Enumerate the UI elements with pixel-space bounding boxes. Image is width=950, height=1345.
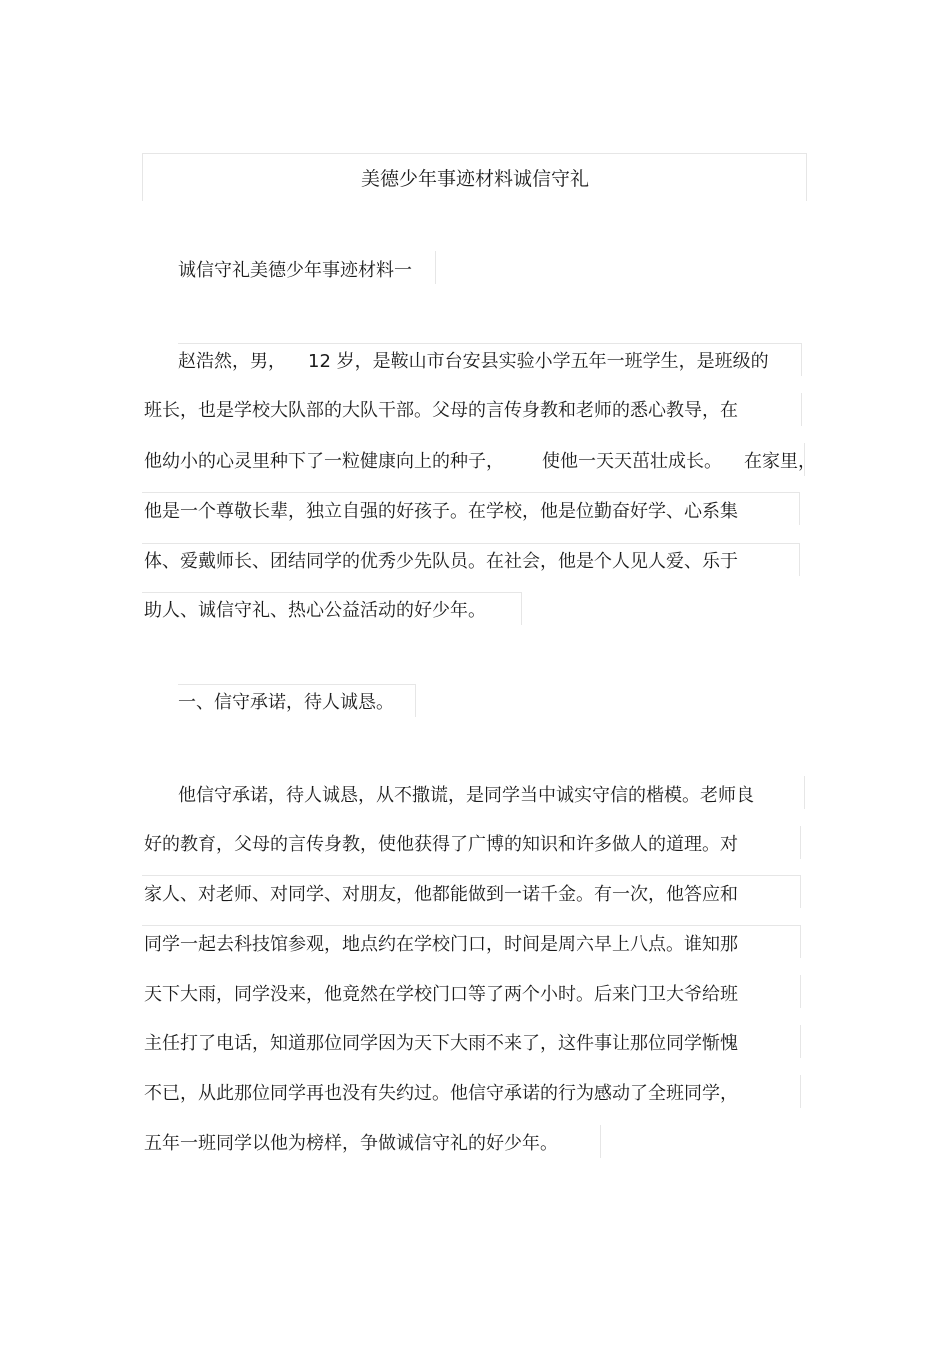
section1-frame-r6: [800, 1025, 801, 1058]
intro-frame-r1: [801, 343, 802, 376]
intro-frame-top-5: [142, 543, 800, 544]
section1-frame-top-3: [142, 875, 800, 876]
subtitle: 诚信守礼美德少年事迹材料一: [178, 260, 412, 281]
intro-frame-r5: [799, 543, 800, 576]
intro-line-1: [178, 350, 769, 374]
section1-frame-r1: [804, 776, 805, 809]
intro-line-1a: 赵浩然，男，: [178, 351, 286, 372]
section1-line-2: 好的教育，父母的言传身教，使他获得了广博的知识和许多做人的道理。对: [144, 834, 738, 855]
section1-frame-r7: [800, 1075, 801, 1108]
section1-line-4: 同学一起去科技馆参观，地点约在学校门口，时间是周六早上八点。谁知那: [144, 934, 738, 955]
intro-line-3b: 使他一天天茁壮成长。: [542, 451, 722, 472]
section1-line-8: 五年一班同学以他为榜样，争做诚信守礼的好少年。: [144, 1133, 558, 1154]
section1-frame-r4: [800, 925, 801, 958]
document-title: 美德少年事迹材料诚信守礼: [360, 168, 589, 190]
section1-heading-frame-right: [415, 684, 416, 717]
section1-line-7: 不已，从此那位同学再也没有失约过。他信守承诺的行为感动了全班同学，: [144, 1083, 738, 1104]
intro-line-3: [144, 450, 816, 474]
intro-line-1b: 12 岁，是鞍山市台安县实验小学五年一班学生，是班级的: [308, 351, 769, 372]
section1-frame-r5: [800, 975, 801, 1008]
intro-line-6: 助人、诚信守礼、热心公益活动的好少年。: [144, 600, 486, 621]
section1-frame-r3: [800, 875, 801, 908]
intro-frame-top-6: [142, 592, 521, 593]
intro-frame-r4: [799, 492, 800, 525]
section1-frame-r2: [800, 826, 801, 859]
intro-frame-top-4: [142, 492, 800, 493]
section1-heading: 一、信守承诺，待人诚恳。: [178, 692, 394, 713]
subtitle-frame-right: [435, 251, 436, 284]
intro-line-3a: 他幼小的心灵里种下了一粒健康向上的种子，: [144, 451, 504, 472]
intro-line-5: 体、爱戴师长、团结同学的优秀少先队员。在社会，他是个人见人爱、乐于: [144, 551, 738, 572]
title-frame-top: [142, 153, 807, 154]
section1-line-1: 他信守承诺，待人诚恳，从不撒谎，是同学当中诚实守信的楷模。老师良: [178, 785, 754, 806]
intro-frame-r2: [801, 393, 802, 426]
section1-line-5: 天下大雨，同学没来，他竟然在学校门口等了两个小时。后来门卫大爷给班: [144, 984, 738, 1005]
intro-line-3c: 在家里，: [744, 451, 816, 472]
intro-line-2: 班长，也是学校大队部的大队干部。父母的言传身教和老师的悉心教导，在: [144, 400, 738, 421]
section1-frame-r8: [600, 1125, 601, 1158]
section1-heading-frame-top: [178, 684, 415, 685]
section1-line-3: 家人、对老师、对同学、对朋友，他都能做到一诺千金。有一次，他答应和: [144, 884, 738, 905]
section1-frame-top-4: [142, 925, 800, 926]
intro-line-4: 他是一个尊敬长辈，独立自强的好孩子。在学校，他是位勤奋好学、心系集: [144, 501, 738, 522]
intro-frame-top: [178, 343, 802, 344]
section1-line-6: 主任打了电话，知道那位同学因为天下大雨不来了，这件事让那位同学惭愧: [144, 1033, 738, 1054]
intro-frame-r6: [521, 592, 522, 625]
